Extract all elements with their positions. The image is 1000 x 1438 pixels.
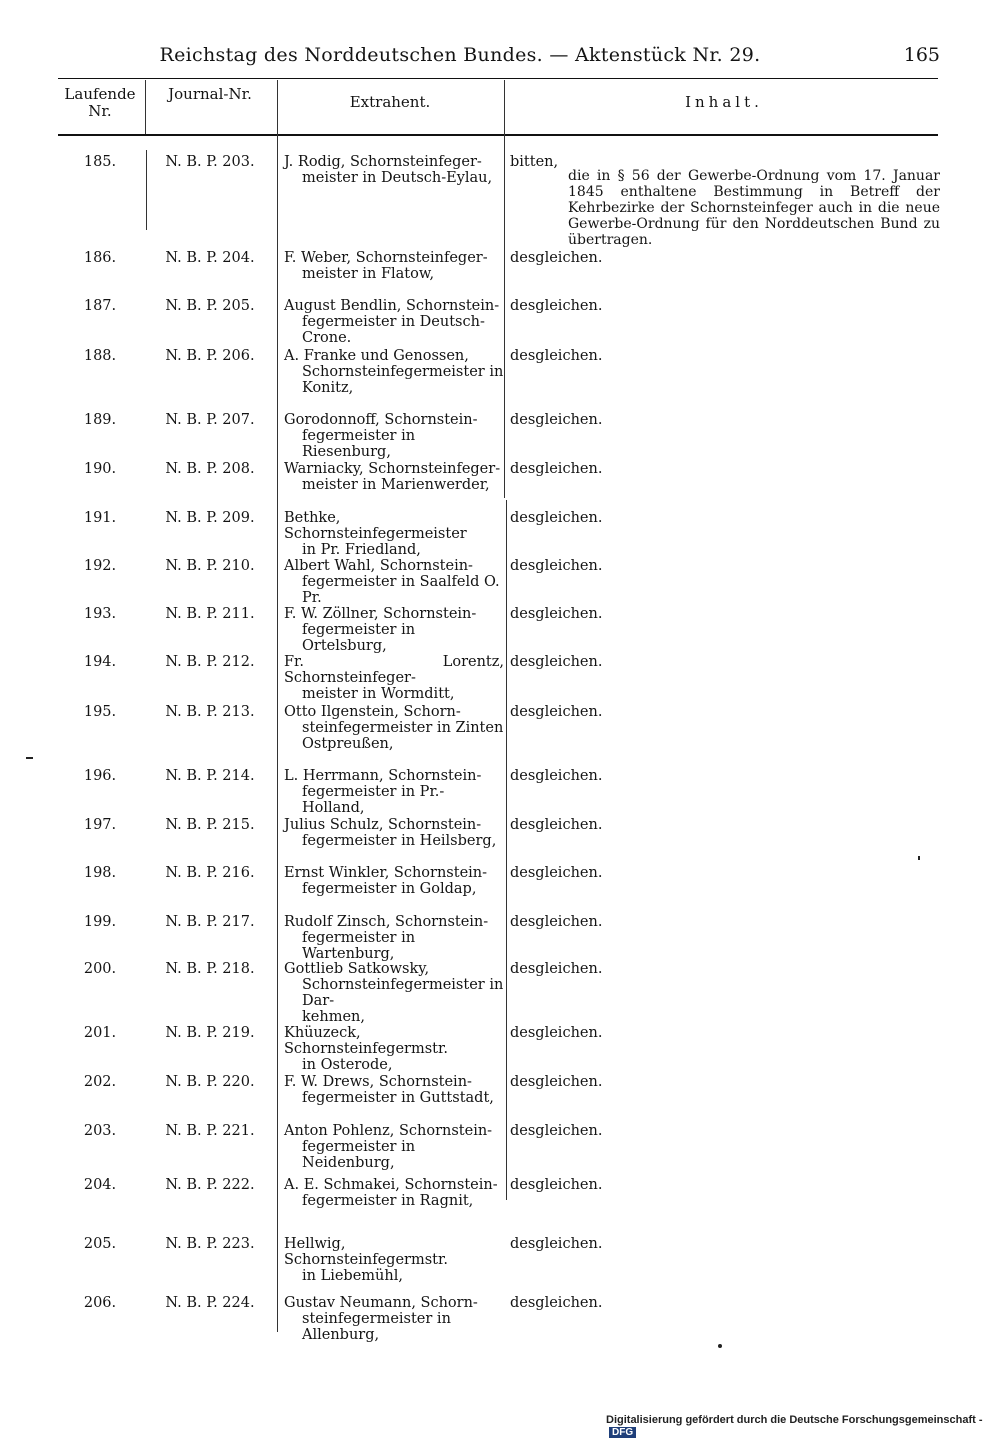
journal-number: N. B. P. 216.	[165, 865, 255, 881]
journal-number: N. B. P. 217.	[165, 914, 255, 930]
sender-line: meister in Wormditt,	[302, 686, 455, 702]
sender-line: fegermeister in Neidenburg,	[302, 1139, 416, 1171]
column-header-num: Laufende Nr.	[64, 85, 136, 120]
sender-line: Gottlieb Satkowsky,	[284, 961, 430, 977]
sender	[284, 865, 504, 897]
sender-line: fegermeister in Guttstadt,	[302, 1090, 494, 1106]
footer	[606, 1414, 1000, 1438]
sender	[284, 154, 504, 186]
petition-status: desgleichen.	[510, 348, 603, 364]
row-number: 195.	[83, 704, 117, 720]
journal-number: N. B. P. 213.	[165, 704, 255, 720]
petition-status: desgleichen.	[510, 961, 603, 977]
journal-number: N. B. P. 204.	[165, 250, 255, 266]
sender	[284, 461, 504, 493]
column-divider	[506, 500, 507, 1200]
row-number: 193.	[83, 606, 117, 622]
row-number: 199.	[83, 914, 117, 930]
petition-status: desgleichen.	[510, 768, 603, 784]
sender	[284, 558, 504, 606]
scan-mark	[718, 1344, 722, 1348]
row-number: 205.	[83, 1236, 117, 1252]
row-number: 187.	[83, 298, 117, 314]
sender-line: A. E. Schmakei, Schornstein-	[284, 1177, 498, 1193]
sender-line: Gustav Neumann, Schorn-	[284, 1295, 478, 1311]
row-number: 196.	[83, 768, 117, 784]
sender	[284, 914, 504, 962]
journal-number: N. B. P. 203.	[165, 154, 255, 170]
sender	[284, 1295, 504, 1343]
petition-status: desgleichen.	[510, 461, 603, 477]
journal-number: N. B. P. 214.	[165, 768, 255, 784]
journal-number: N. B. P. 220.	[165, 1074, 255, 1090]
sender	[284, 961, 504, 1025]
sender-line: Anton Pohlenz, Schornstein-	[284, 1123, 493, 1139]
journal-number: N. B. P. 218.	[165, 961, 255, 977]
sender-line: steinfegermeister in Zinten	[302, 720, 504, 736]
petition-status: desgleichen.	[510, 1177, 603, 1193]
petition-status: desgleichen.	[510, 412, 603, 428]
sender-line: fegermeister in Pr.-Holland,	[302, 784, 445, 816]
journal-number: N. B. P. 212.	[165, 654, 255, 670]
petition-status: desgleichen.	[510, 1074, 603, 1090]
sender-line: kehmen,	[302, 1009, 365, 1025]
row-number: 203.	[83, 1123, 117, 1139]
sender	[284, 250, 504, 282]
petition-status: bitten,	[510, 154, 559, 170]
journal-number: N. B. P. 205.	[165, 298, 255, 314]
sender-line: A. Franke und Genossen,	[284, 348, 469, 364]
scan-mark	[26, 757, 33, 759]
petition-status: desgleichen.	[510, 298, 603, 314]
sender-line: Schornsteinfegermeister in Dar-	[302, 977, 504, 1009]
sender-line: F. W. Zöllner, Schornstein-	[284, 606, 477, 622]
sender-line: in Liebemühl,	[302, 1268, 403, 1284]
sender-line: August Bendlin, Schornstein-	[284, 298, 500, 314]
sender-line: Konitz,	[302, 380, 354, 396]
petition-status: desgleichen.	[510, 558, 603, 574]
sender-line: meister in Deutsch-Eylau,	[302, 170, 493, 186]
journal-number: N. B. P. 209.	[165, 510, 255, 526]
row-number: 198.	[83, 865, 117, 881]
sender-line: fegermeister in Heilsberg,	[302, 833, 497, 849]
sender-line: fegermeister in Wartenburg,	[302, 930, 416, 962]
header-rule	[58, 78, 938, 79]
journal-number: N. B. P. 221.	[165, 1123, 255, 1139]
sender-line: Bethke, Schornsteinfegermeister	[284, 510, 467, 542]
petition-status: desgleichen.	[510, 1025, 603, 1041]
column-divider	[504, 80, 505, 498]
column-divider	[146, 150, 147, 230]
sender-line: fegermeister in Riesenburg,	[302, 428, 416, 460]
sender-line: fegermeister in Ortelsburg,	[302, 622, 416, 654]
column-header-content: Inhalt.	[685, 93, 763, 111]
row-number: 194.	[83, 654, 117, 670]
row-number: 192.	[83, 558, 117, 574]
petition-status: desgleichen.	[510, 1123, 603, 1139]
sender-line: in Pr. Friedland,	[302, 542, 421, 558]
sender-line: Schornsteinfegermeister in	[302, 364, 504, 380]
column-header-sender: Extrahent.	[349, 93, 431, 111]
sender-line: Ostpreußen,	[302, 736, 394, 752]
sender-line: fegermeister in Ragnit,	[302, 1193, 474, 1209]
petition-status: desgleichen.	[510, 1295, 603, 1311]
sender-line: fegermeister in Goldap,	[302, 881, 477, 897]
row-number: 185.	[83, 154, 117, 170]
sender-line: fegermeister in Deutsch-Crone.	[302, 314, 485, 346]
sender-line: F. W. Drews, Schornstein-	[284, 1074, 472, 1090]
column-header-rule	[58, 134, 938, 136]
sender-line: Hellwig, Schornsteinfegermstr.	[284, 1236, 448, 1268]
row-number: 189.	[83, 412, 117, 428]
sender	[284, 1123, 504, 1171]
sender-line: Albert Wahl, Schornstein-	[284, 558, 473, 574]
sender-line: Otto Ilgenstein, Schorn-	[284, 704, 461, 720]
journal-number: N. B. P. 224.	[165, 1295, 255, 1311]
petition-status: desgleichen.	[510, 1236, 603, 1252]
row-number: 186.	[83, 250, 117, 266]
sender-line: Rudolf Zinsch, Schornstein-	[284, 914, 489, 930]
row-number: 204.	[83, 1177, 117, 1193]
column-divider	[145, 80, 146, 134]
row-number: 200.	[83, 961, 117, 977]
row-number: 190.	[83, 461, 117, 477]
sender-line: Ernst Winkler, Schornstein-	[284, 865, 488, 881]
sender	[284, 768, 504, 816]
sender-line: Gorodonnoff, Schornstein-	[284, 412, 478, 428]
journal-number: N. B. P. 215.	[165, 817, 255, 833]
petition-status: desgleichen.	[510, 914, 603, 930]
petition-status: desgleichen.	[510, 250, 603, 266]
sender	[284, 1074, 504, 1106]
sender-line: Julius Schulz, Schornstein-	[284, 817, 482, 833]
journal-number: N. B. P. 206.	[165, 348, 255, 364]
scan-mark	[918, 856, 920, 860]
sender	[284, 1236, 504, 1284]
sender-line: L. Herrmann, Schornstein-	[284, 768, 482, 784]
petition-status: desgleichen.	[510, 654, 603, 670]
petition-status: desgleichen.	[510, 817, 603, 833]
sender	[284, 412, 504, 460]
footer-text: Digitalisierung gefördert durch die Deutsche Forschungsgemeinschaft -	[606, 1414, 983, 1426]
journal-number: N. B. P. 223.	[165, 1236, 255, 1252]
row-number: 191.	[83, 510, 117, 526]
journal-number: N. B. P. 210.	[165, 558, 255, 574]
journal-number: N. B. P. 222.	[165, 1177, 255, 1193]
petition-status: desgleichen.	[510, 606, 603, 622]
sender-line: Khüuzeck, Schornsteinfegermstr.	[284, 1025, 448, 1057]
sender-line: steinfegermeister in Allenburg,	[302, 1311, 451, 1343]
sender-line: meister in Marienwerder,	[302, 477, 490, 493]
sender	[284, 298, 504, 346]
sender	[284, 1025, 504, 1073]
row-number: 202.	[83, 1074, 117, 1090]
sender-line: Warniacky, Schornsteinfeger-	[284, 461, 501, 477]
petition-status: desgleichen.	[510, 865, 603, 881]
petition-content: die in § 56 der Gewerbe-Ordnung vom 17. Januar 1845 enthaltene Bestimmung in Betreff der Kehrbezirke der Schornsteinfeger auch in die neue Gewerbe-Ordnung für den Norddeutschen Bund zu übertragen.	[568, 168, 940, 248]
row-number: 206.	[83, 1295, 117, 1311]
petition-status: desgleichen.	[510, 510, 603, 526]
row-number: 188.	[83, 348, 117, 364]
petition-status: desgleichen.	[510, 704, 603, 720]
row-number: 197.	[83, 817, 117, 833]
sender	[284, 510, 504, 558]
row-number: 201.	[83, 1025, 117, 1041]
journal-number: N. B. P. 211.	[165, 606, 255, 622]
sender	[284, 704, 504, 752]
page-header	[60, 44, 940, 70]
sender	[284, 606, 504, 654]
sender-line: fegermeister in Saalfeld O. Pr.	[302, 574, 500, 606]
journal-number: N. B. P. 219.	[165, 1025, 255, 1041]
page-number: 165	[903, 44, 940, 66]
sender-line: in Osterode,	[302, 1057, 393, 1073]
journal-number: N. B. P. 208.	[165, 461, 255, 477]
sender	[284, 1177, 504, 1209]
page-title: Reichstag des Norddeutschen Bundes. — Aktenstück Nr. 29.	[159, 44, 761, 66]
sender-line: J. Rodig, Schornsteinfeger-	[284, 154, 482, 170]
journal-number: N. B. P. 207.	[165, 412, 255, 428]
sender-line: Fr. Lorentz, Schornsteinfeger-	[284, 654, 504, 686]
column-header-journal: Journal-Nr.	[168, 85, 252, 103]
sender	[284, 817, 504, 849]
sender	[284, 348, 504, 396]
sender	[284, 654, 504, 702]
sender-line: meister in Flatow,	[302, 266, 435, 282]
dfg-logo: DFG	[609, 1427, 636, 1438]
column-divider	[277, 80, 278, 1332]
sender-line: F. Weber, Schornsteinfeger-	[284, 250, 488, 266]
